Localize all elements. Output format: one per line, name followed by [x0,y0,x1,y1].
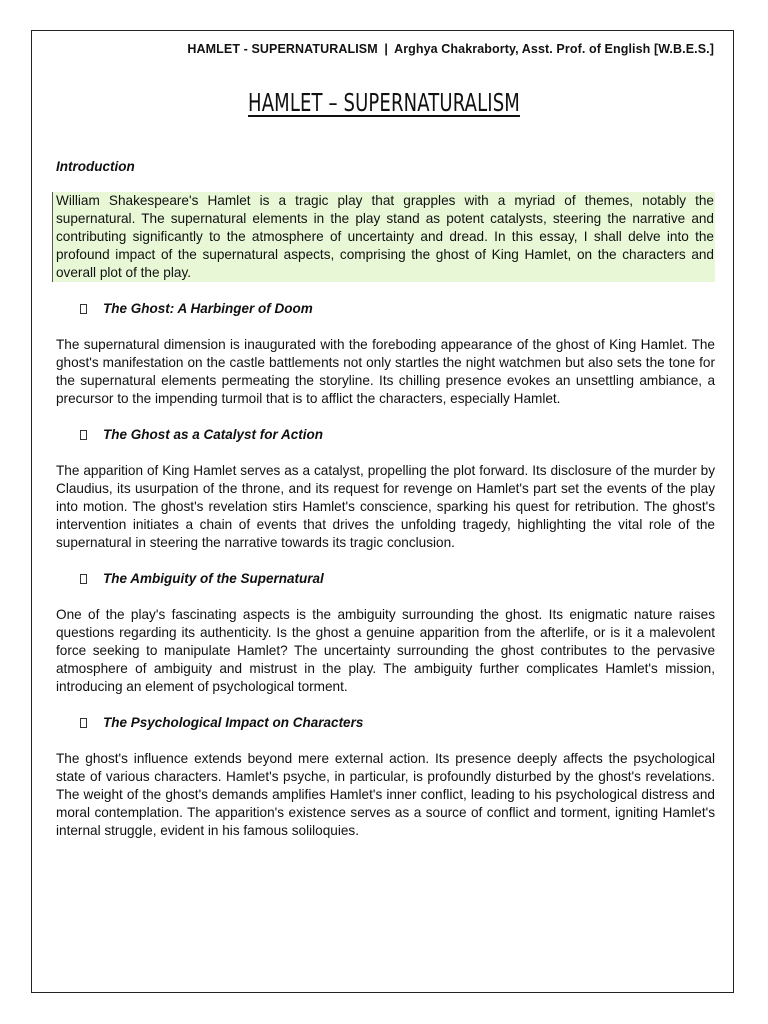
header-separator: | [384,42,388,56]
header-left: HAMLET - SUPERNATURALISM [187,42,378,56]
section-heading-text: The Ghost: A Harbinger of Doom [103,301,313,316]
running-header [187,42,714,56]
intro-paragraph: William Shakespeare's Hamlet is a tragic play that grapples with a myriad of themes, notably the supernatural. The supernatural elements in the play stand as potent catalysts, steering the narrative and contributing significantly to the atmosphere of uncertainty and dread. In this essay, I shall delve into the profound impact of the supernatural aspects, comprising the ghost of King Hamlet, on the characters and overall plot of the play. [52,192,715,282]
document-body [56,158,715,840]
header-right: Arghya Chakraborty, Asst. Prof. of English [W.B.E.S.] [394,42,714,56]
section-paragraph: One of the play's fascinating aspects is the ambiguity surrounding the ghost. Its enigmatic nature raises questions regarding its authenticity. Is the ghost a genuine apparition from the afterlife, or is it a malevolent force seeking to manipulate Hamlet? The uncertainty surrounding the ghost contributes to the pervasive atmosphere of ambiguity and mistrust in the play. The ambiguity further complicates Hamlet's mission, introducing an element of psychological torment. [56,607,715,694]
section-paragraph: The supernatural dimension is inaugurated with the foreboding appearance of the ghost of King Hamlet. The ghost's manifestation on the castle battlements not only startles the night watchmen but also sets the tone for the supernatural elements permeating the storyline. Its chilling presence evokes an unsettling ambiance, a precursor to the impending turmoil that is to afflict the characters, especially Hamlet. [56,337,715,406]
section-heading [56,714,715,732]
checkbox-bullet-icon [80,718,87,728]
checkbox-bullet-icon [80,304,87,314]
checkbox-bullet-icon [80,430,87,440]
section-heading-text: The Psychological Impact on Characters [103,715,364,730]
section-heading-text: The Ambiguity of the Supernatural [103,571,324,586]
section-heading [56,570,715,588]
section-heading [56,300,715,318]
intro-heading: Introduction [56,159,135,174]
document-title: HAMLET – SUPERNATURALISM [248,88,520,117]
section-heading [56,426,715,444]
checkbox-bullet-icon [80,574,87,584]
section-paragraph: The ghost's influence extends beyond mere external action. Its presence deeply affects the psychological state of various characters. Hamlet's psyche, in particular, is profoundly disturbed by the ghost's revelations. The weight of the ghost's demands amplifies Hamlet's inner conflict, leading to his psychological distress and moral contemplation. The apparition's existence serves as a source of conflict and torment, igniting Hamlet's internal struggle, evident in his famous soliloquies. [56,751,715,838]
section-heading-text: The Ghost as a Catalyst for Action [103,427,324,442]
section-paragraph: The apparition of King Hamlet serves as a catalyst, propelling the plot forward. Its disclosure of the murder by Claudius, its usurpation of the throne, and its request for revenge on Hamlet's part set the events of the play into motion. The ghost's revelation stirs Hamlet's conscience, sparking his quest for retribution. The ghost's intervention initiates a chain of events that drives the unfolding tragedy, highlighting the vital role of the supernatural in steering the narrative towards its tragic conclusion. [56,463,715,550]
